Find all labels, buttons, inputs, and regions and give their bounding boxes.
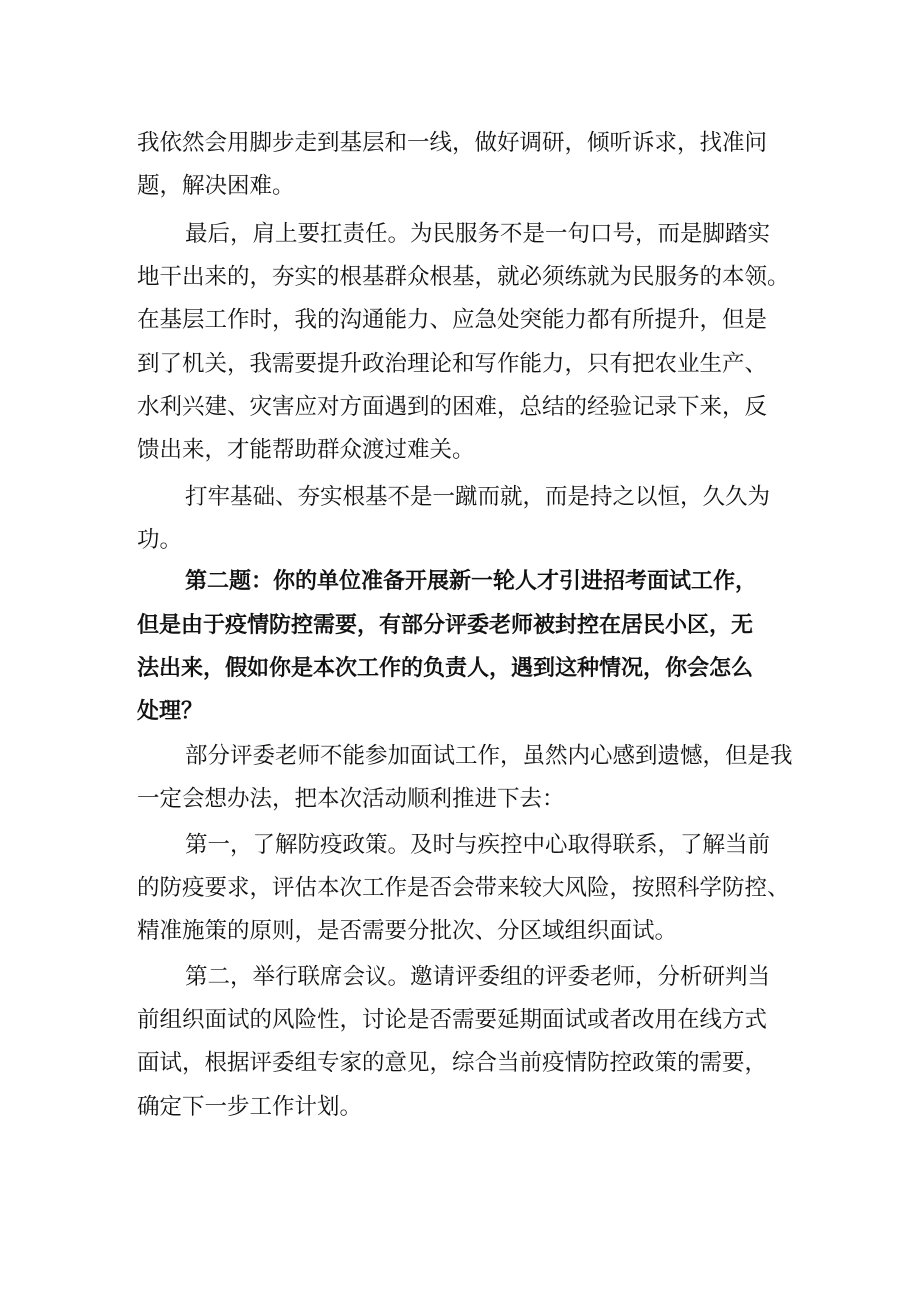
text-line: 确定下一步工作计划。	[137, 1094, 363, 1120]
question-line: 第二题：你的单位准备开展新一轮人才引进招考面试工作，	[185, 569, 758, 594]
text-line: 一定会想办法，把本次活动顺利推进下去：	[137, 786, 565, 812]
text-line: 的防疫要求，评估本次工作是否会带来较大风险，按照科学防控、	[137, 875, 790, 901]
text-line: 第一，了解防疫政策。及时与疾控中心取得联系，了解当前	[185, 832, 771, 858]
text-line: 功。	[137, 527, 183, 553]
text-line: 前组织面试的风险性，讨论是否需要延期面试或者改用在线方式	[137, 1007, 768, 1033]
text-line: 第二，举行联席会议。邀请评委组的评委老师，分析研判当	[185, 964, 771, 990]
text-line: 馈出来，才能帮助群众渡过难关。	[137, 437, 475, 463]
text-line: 水利兴建、灾害应对方面遇到的困难，总结的经验记录下来，反	[137, 394, 768, 420]
text-line: 部分评委老师不能参加面试工作，虽然内心感到遗憾，但是我	[185, 743, 793, 769]
question-line: 处理？	[137, 699, 204, 724]
question-line: 法出来，假如你是本次工作的负责人，遇到这种情况，你会怎么	[137, 656, 754, 681]
text-line: 题，解决困难。	[137, 173, 295, 199]
text-line: 在基层工作时，我的沟通能力、应急处突能力都有所提升，但是	[137, 307, 768, 333]
text-line: 精准施策的原则，是否需要分批次、分区域组织面试。	[137, 918, 678, 944]
text-line: 地干出来的，夯实的根基群众根基，就必须练就为民服务的本领。	[137, 264, 790, 290]
question-line: 但是由于疫情防控需要，有部分评委老师被封控在居民小区，无	[137, 613, 754, 638]
text-line: 我依然会用脚步走到基层和一线，做好调研，倾听诉求，找准问	[137, 130, 768, 156]
text-line: 面试，根据评委组专家的意见，综合当前疫情防控政策的需要，	[137, 1050, 768, 1076]
text-line: 最后，肩上要扛责任。为民服务不是一句口号，而是脚踏实	[185, 221, 771, 247]
text-line: 打牢基础、夯实根基不是一蹴而就，而是持之以恒，久久为	[185, 484, 771, 510]
text-line: 到了机关，我需要提升政治理论和写作能力，只有把农业生产、	[137, 351, 768, 377]
